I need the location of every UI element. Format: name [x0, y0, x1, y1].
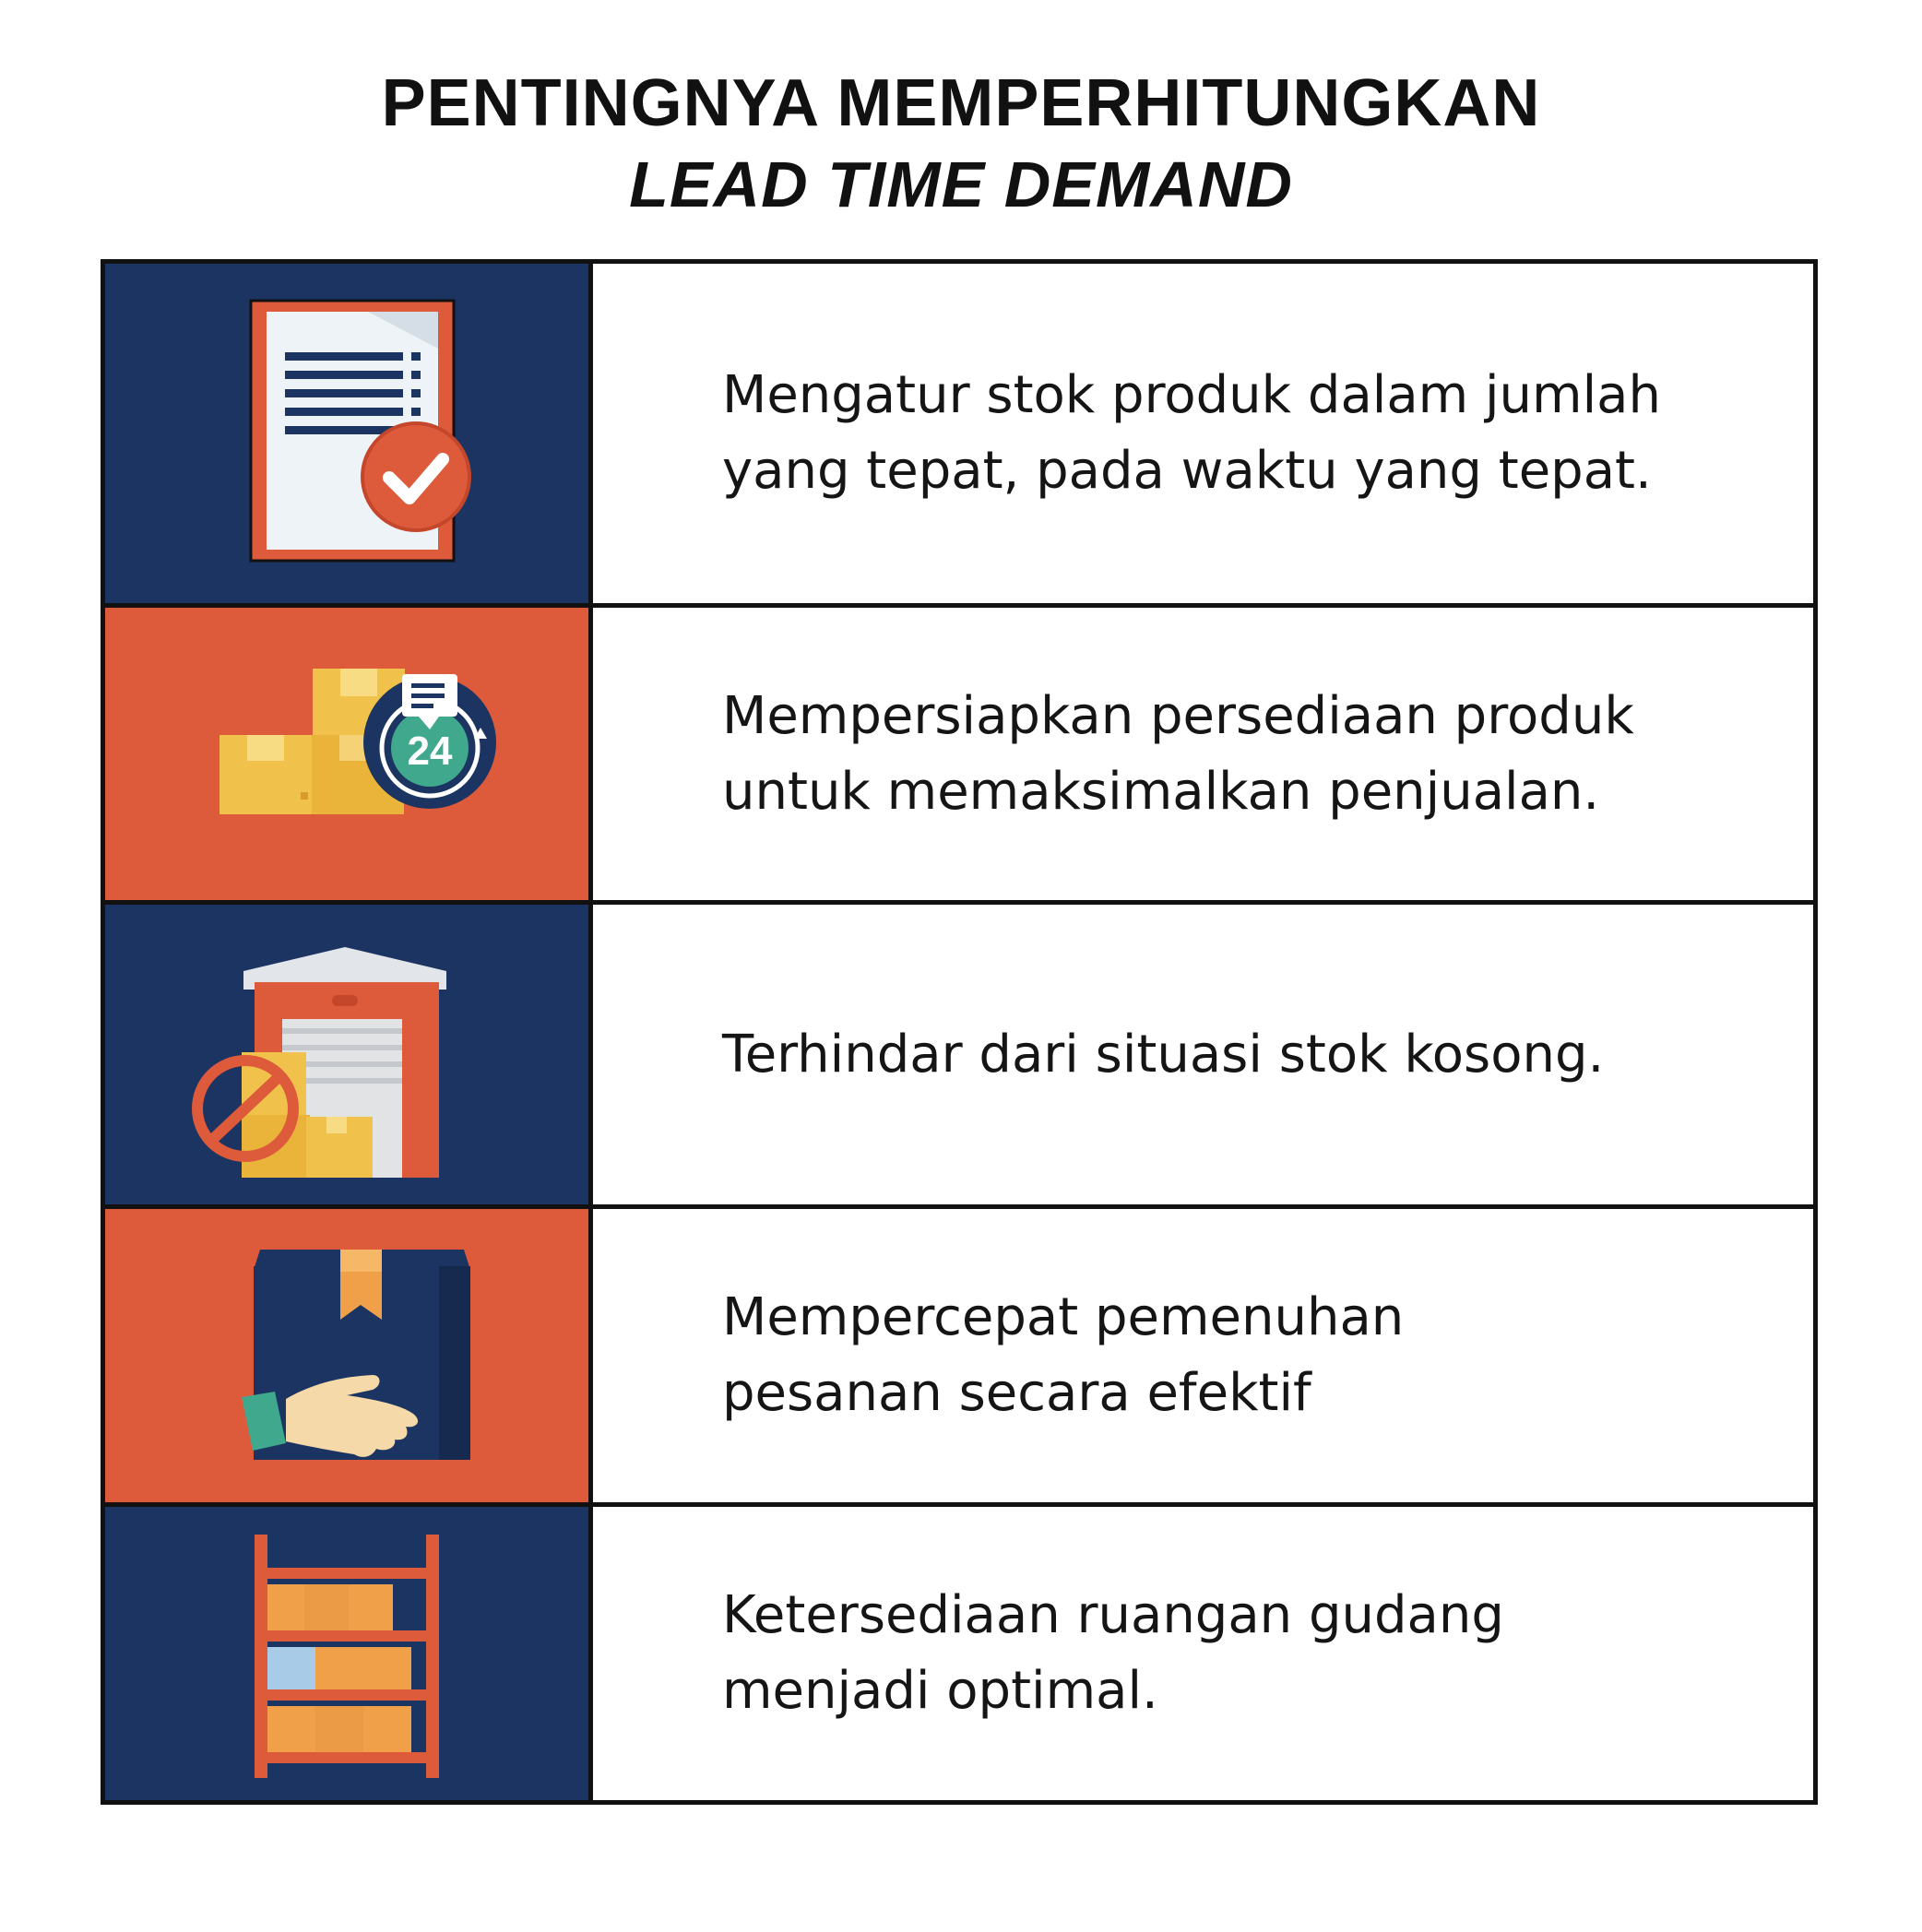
icon-cell [105, 264, 588, 603]
row-text: Mengatur stok produk dalam jumlah yang tepat, pada waktu yang tepat. [722, 365, 1661, 501]
text-cell [588, 1209, 1813, 1502]
table-row [105, 905, 1813, 1204]
icon-cell [105, 1507, 588, 1800]
text-cell [588, 608, 1813, 900]
checklist-document-icon [105, 264, 588, 603]
hand-package-icon [105, 1209, 588, 1502]
icon-cell [105, 1209, 588, 1502]
text-cell [588, 264, 1813, 603]
benefits-table [101, 259, 1818, 1805]
icon-cell [105, 608, 588, 900]
warehouse-no-stock-icon [105, 905, 588, 1204]
title-line-2: LEAD TIME DEMAND [629, 148, 1293, 220]
title-line-1: PENTINGNYA MEMPERHITUNGKAN [381, 66, 1541, 140]
table-row [105, 608, 1813, 900]
table-row [105, 1209, 1813, 1502]
boxes-24-hour-icon [105, 608, 588, 900]
clock-number: 24 [407, 729, 453, 774]
page-title [0, 63, 1922, 225]
row-text: Mempercepat pemenuhan pesanan secara efektif [722, 1287, 1405, 1423]
table-row [105, 1507, 1813, 1800]
row-text: Ketersediaan ruangan gudang menjadi optimal. [722, 1585, 1504, 1721]
warehouse-shelf-icon [105, 1507, 588, 1800]
row-text: Terhindar dari situasi stok kosong. [722, 1024, 1605, 1085]
text-cell [588, 1507, 1813, 1800]
text-cell [588, 905, 1813, 1204]
table-row [105, 264, 1813, 603]
row-text: Mempersiapkan persediaan produk untuk memaksimalkan penjualan. [722, 685, 1634, 822]
icon-cell [105, 905, 588, 1204]
